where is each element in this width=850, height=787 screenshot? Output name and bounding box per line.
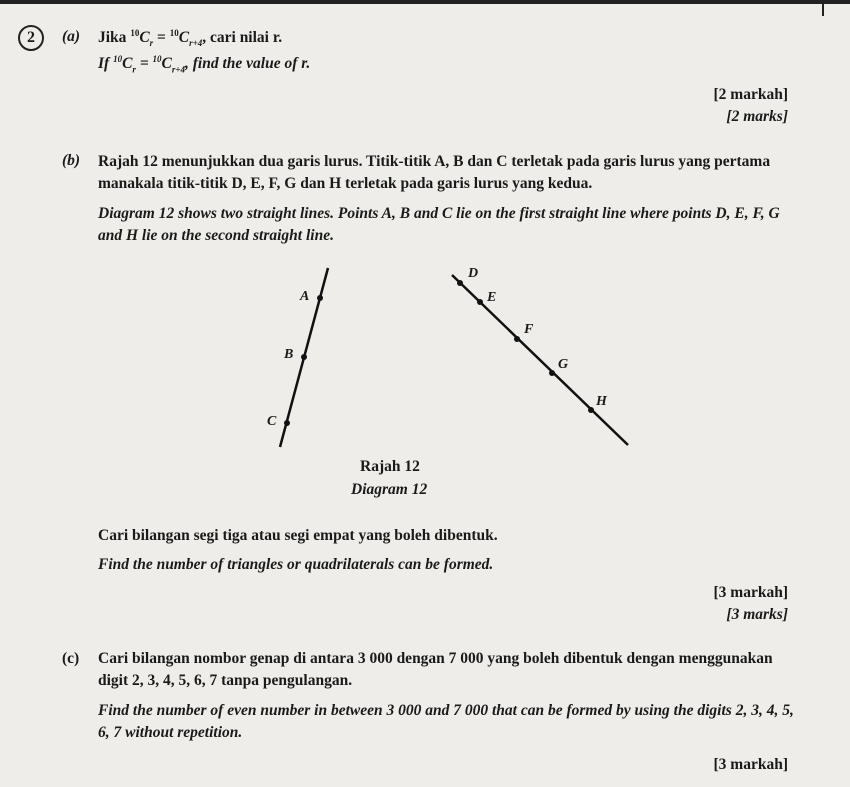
part-a-question-en: If $^{10}C_r = ^{10}C_{r+4}$, find the value of r. xyxy=(98,54,311,75)
part-b-marks-ms: [3 markah] xyxy=(713,584,788,601)
n-value: 10 xyxy=(169,28,179,38)
diagram-caption-ms: Rajah 12 xyxy=(360,458,420,475)
diagram-caption-en: Diagram 12 xyxy=(351,481,428,498)
label-d: D xyxy=(468,266,479,281)
part-a-label: (a) xyxy=(62,28,81,45)
sub: r+4 xyxy=(189,38,203,49)
point-c xyxy=(284,420,290,426)
point-b xyxy=(301,354,307,360)
label-a: A xyxy=(300,289,310,304)
point-f xyxy=(514,336,520,342)
part-b-question-ms: Cari bilangan segi tiga atau segi empat yang boleh dibentuk. xyxy=(98,527,498,544)
point-e xyxy=(477,299,483,305)
n-value: 10 xyxy=(152,54,162,64)
part-c-text-en: Find the number of even number in between 3 000 and 7 000 that can be formed by using the digits 2, 3, 4, 5, 6, 7 without repetition. xyxy=(98,702,794,741)
text: Jika xyxy=(98,29,131,47)
part-b-text-ms: Rajah 12 menunjukkan dua garis lurus. Titik-titik A, B dan C terletak pada garis lurus yang pertama manakala titik-titik D, E, F, G dan H terletak pada garis lurus yang kedua. xyxy=(98,153,771,192)
sub: r xyxy=(149,38,154,49)
n-value: 10 xyxy=(130,28,140,38)
part-c-marks-ms: [3 markah] xyxy=(713,756,788,773)
question-number: 2 xyxy=(18,25,44,51)
label-f: F xyxy=(524,322,534,337)
n-value: 10 xyxy=(113,54,123,64)
part-a-marks-en: [2 marks] xyxy=(726,108,788,125)
text: , cari nilai r. xyxy=(202,29,283,47)
part-c-label: (c) xyxy=(62,650,80,667)
label-g: G xyxy=(558,357,569,372)
part-a-marks-ms: [2 markah] xyxy=(713,86,788,103)
part-b-marks-en: [3 marks] xyxy=(726,606,788,623)
point-d xyxy=(457,280,463,286)
part-b-label: (b) xyxy=(62,152,81,169)
label-b: B xyxy=(284,347,294,362)
point-h xyxy=(588,407,594,413)
text: If xyxy=(98,55,114,73)
label-h: H xyxy=(596,394,607,409)
point-a xyxy=(317,295,323,301)
label-e: E xyxy=(487,290,497,305)
sub: r xyxy=(132,64,136,75)
part-b-question-en: Find the number of triangles or quadrilaterals can be formed. xyxy=(98,556,494,573)
label-c: C xyxy=(267,414,277,429)
part-a-question-ms: Jika $^{10}C_r = ^{10}C_{r+4}$, cari nilai r. xyxy=(98,28,283,49)
part-c-text xyxy=(98,648,798,752)
part-b-text-en: Diagram 12 shows two straight lines. Points A, B and C lie on the first straight line where points D, E, F, G and H lie on the second straight line. xyxy=(98,205,780,244)
sub: r+4 xyxy=(171,64,186,75)
part-c-text-ms: Cari bilangan nombor genap di antara 3 000 dengan 7 000 yang boleh dibentuk dengan menggunakan digit 2, 3, 4, 5, 6, 7 tanpa pengulangan. xyxy=(98,650,773,689)
point-g xyxy=(549,370,555,376)
text: , find the value of r. xyxy=(185,55,311,73)
